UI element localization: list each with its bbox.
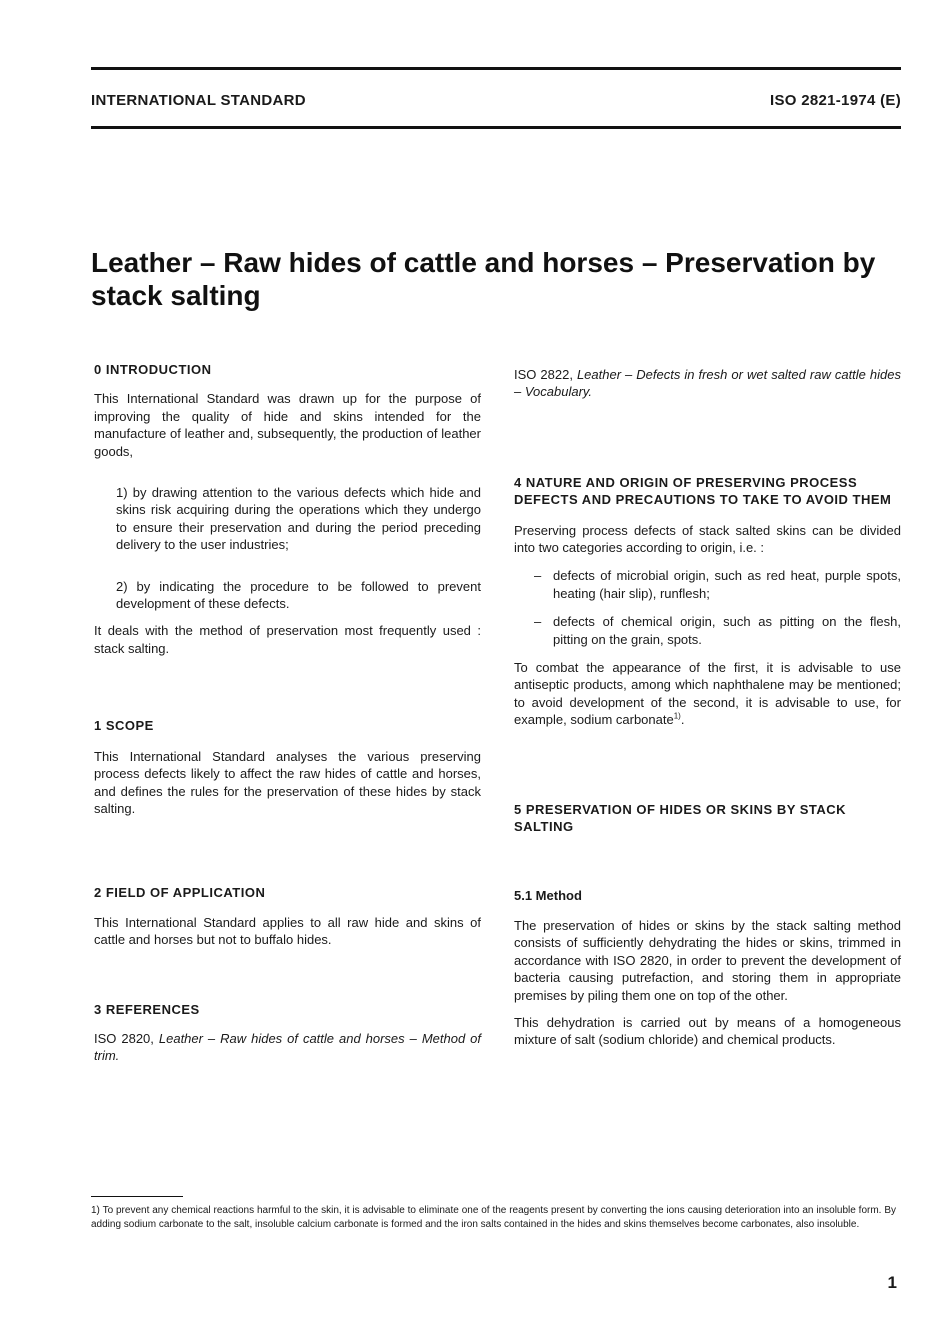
- section-5-1-heading: 5.1 Method: [514, 887, 582, 903]
- reference-iso-2822: [514, 366, 901, 401]
- reference-iso-2820: [94, 1030, 481, 1065]
- introduction-heading: 0 INTRODUCTION: [94, 362, 212, 377]
- document-title: Leather – Raw hides of cattle and horses – Preservation by stack salting: [91, 247, 876, 311]
- defect-category-microbial: – defects of microbial origin, such as red heat, purple spots, heating (hair slip), runflesh;: [534, 568, 901, 601]
- page-number: 1: [887, 1273, 897, 1292]
- reference-title: Leather – Defects in fresh or wet salted raw cattle hides – Vocabulary.: [514, 367, 901, 400]
- scope-paragraph: This International Standard analyses the various preserving process defects likely to affect the raw hides of cattle and horses, and defines the rules for the preservation of these hides by stack salting.: [94, 748, 481, 816]
- introduction-item-2: 2) by indicating the procedure to be followed to prevent development of these defects.: [116, 578, 481, 612]
- section-5-1-paragraph-1: The preservation of hides or skins by the stack salting method consists of sufficiently dehydrating the hides or skins, trimmed in accordance with ISO 2820, in order to prevent the development of bacteria causing putrefaction, and storing them in appropriate premises by piling them one on top of the other.: [514, 917, 901, 1003]
- references-heading: 3 REFERENCES: [94, 1001, 200, 1017]
- field-of-application-paragraph: This International Standard applies to all raw hide and skins of cattle and horses but not to buffalo hides.: [94, 914, 481, 948]
- reference-code: ISO 2820,: [94, 1030, 154, 1046]
- document-type-label: INTERNATIONAL STANDARD: [91, 92, 306, 109]
- introduction-paragraph: This International Standard was drawn up for the purpose of improving the quality of hide and skins intended for the manufacture of leather and, subsequently, the production of leather goods,: [94, 391, 481, 459]
- introduction-item-1: 1) by drawing attention to the various defects which hide and skins risk acquiring during the operations which they undergo to ensure their preservation and during the period preceding delivery to the user industries;: [116, 485, 481, 553]
- field-of-application-heading: 2 FIELD OF APPLICATION: [94, 885, 266, 901]
- footnote-reference: 1): [673, 711, 681, 721]
- section-4-paragraph: Preserving process defects of stack salted skins can be divided into two categories according to origin, i.e. :: [514, 522, 901, 556]
- right-column: [514, 366, 901, 1049]
- standard-number: ISO 2821-1974 (E): [769, 92, 901, 109]
- section-5-1-paragraph-2: This dehydration is carried out by means of a homogeneous mixture of salt (sodium chloride) and chemical products.: [514, 1014, 901, 1048]
- reference-code: ISO 2822,: [514, 367, 573, 382]
- header-top-rule: [91, 67, 901, 70]
- footnote-separator: [91, 1196, 183, 1197]
- section-4-heading: 4 NATURE AND ORIGIN OF PRESERVING PROCESS DEFECTS AND PRECAUTIONS TO TAKE TO AVOID THEM: [514, 474, 892, 508]
- left-column: [94, 361, 481, 1065]
- section-4-advice-paragraph: To combat the appearance of the first, it is advisable to use antiseptic products, among which naphthalene may be mentioned; to avoid development of the second, it is advisable to use, for example, sodium carbonate$^{1)}$.: [514, 660, 901, 728]
- footnote: 1) To prevent any chemical reactions harmful to the skin, it is advisable to eliminate one of the reagents present by converting the ions causing deterioration into an insoluble form. By adding sodium carbonate to the salt, insoluble calcium carbonate is formed and the iron salts contained in the hides and skins themselves become carbonates, also insoluble.: [91, 1205, 896, 1230]
- scope-heading: 1 SCOPE: [94, 718, 154, 734]
- introduction-closing: It deals with the method of preservation most frequently used : stack salting.: [94, 623, 481, 656]
- header-bottom-rule: [91, 126, 901, 129]
- reference-title: Leather – Raw hides of cattle and horses – Method of trim.: [94, 1030, 481, 1064]
- defect-category-chemical: – defects of chemical origin, such as pitting on the flesh, pitting on the grain, spots.: [534, 614, 901, 647]
- section-5-heading: 5 PRESERVATION OF HIDES OR SKINS BY STACK SALTING: [514, 801, 847, 835]
